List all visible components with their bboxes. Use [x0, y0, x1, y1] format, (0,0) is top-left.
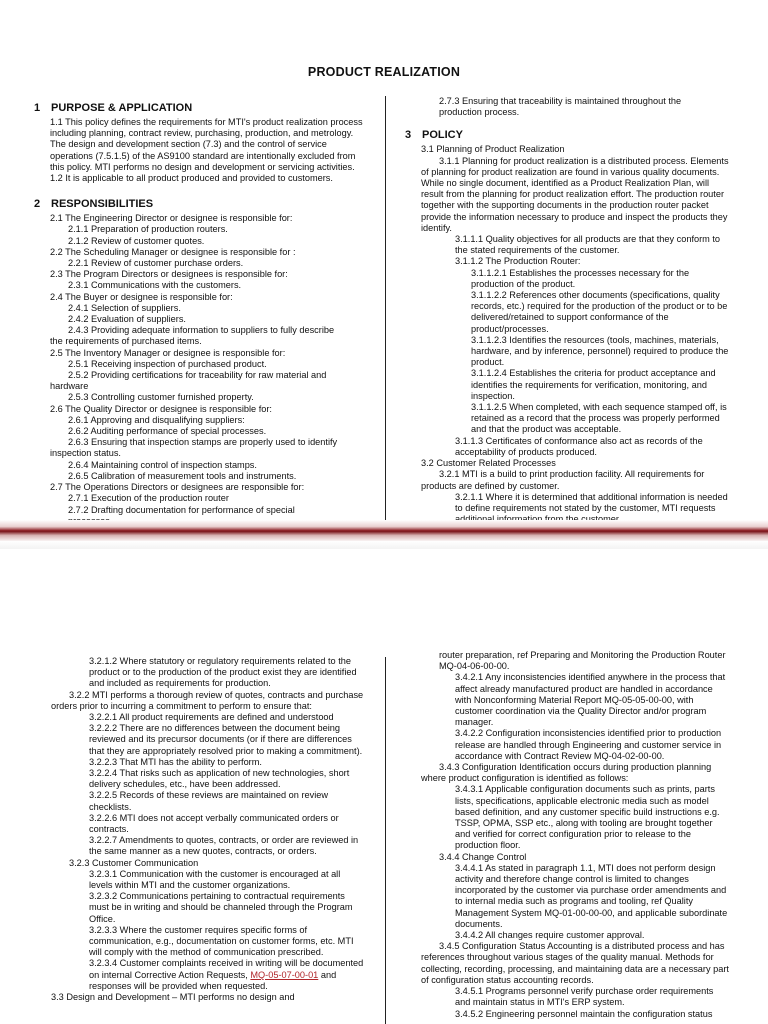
- page-separator-shadow: [0, 541, 768, 549]
- list-item: 2.5 The Inventory Manager or designee is responsible for:: [50, 347, 286, 358]
- paragraph: 3.4.4.2 All changes require customer approval.: [455, 930, 645, 941]
- list-item: 3.4.4 Change Control: [439, 851, 527, 862]
- list-item: 2.1.2 Review of customer quotes.: [68, 235, 205, 246]
- list-item-continued: production process.: [439, 107, 520, 118]
- list-item: 2.7 The Operations Directors or designees are responsible for:: [50, 482, 305, 493]
- paragraph: 3.2.2.5 Records of these reviews are maintained on review checklists.: [89, 790, 329, 812]
- right-column: [405, 650, 730, 1020]
- page-title: PRODUCT REALIZATION: [307, 65, 461, 79]
- paragraph: 3.2.2 MTI performs a thorough review of quotes, contracts and purchase orders prior to incurring a commitment to perform to ensure that:: [51, 689, 364, 711]
- list-item: 2.6 The Quality Director or designee is responsible for:: [50, 403, 272, 414]
- paragraph: 3.1.1.3 Certificates of conformance also act as records of the acceptability of products produced.: [455, 435, 703, 457]
- paragraph: 3.4.5 Configuration Status Accounting is a distributed process and has references throughout various stages of the quality manual. Methods for collecting, recording, processing, and maintaining data are a necessary part of configuration status accounting records.: [421, 941, 729, 985]
- paragraph: 3.2.2.3 That MTI has the ability to perform.: [89, 756, 262, 767]
- list-item: 2.6.1 Approving and disqualifying suppliers:: [68, 414, 245, 425]
- list-item-continued: inspection status.: [50, 448, 121, 459]
- paragraph: [45, 958, 365, 992]
- paragraph: 1.1 This policy defines the requirements for MTI's product realization process including planning, contract review, purchasing, production, and metrology. The design and development section (7.3) and the control of service operations (7.5.1.5) of the AS9100 standard are intentionally excluded from this policy. MTI performs no design and development or servicing activities.: [50, 117, 363, 172]
- list-item: 2.3 The Program Directors or designees is responsible for:: [50, 269, 288, 280]
- paragraph: router preparation, ref Preparing and Monitoring the Production Router MQ-04-06-00-00.: [439, 650, 726, 672]
- list-item: 2.1 The Engineering Director or designee is responsible for:: [50, 213, 293, 224]
- page-separator-band: [0, 520, 768, 542]
- list-item: 3.1 Planning of Product Realization: [421, 144, 565, 155]
- paragraph: 3.2.2.2 There are no differences between the document being reviewed and its precursor documents (or if there are differences that they are appropriately resolved prior to making a commitment).: [89, 723, 363, 756]
- paragraph: 3.4.3 Configuration Identification occurs during production planning where product configuration is identified as follows:: [421, 762, 712, 784]
- section-heading-purpose: [34, 101, 364, 115]
- list-item: 3.2 Customer Related Processes: [421, 458, 556, 469]
- paragraph: 3.2.2.7 Amendments to quotes, contracts, or order are reviewed in the same manner as a new quotes, contracts, or orders.: [89, 835, 359, 857]
- paragraph-text: and responses will be provided when requested.: [89, 969, 337, 991]
- list-item: 2.3.1 Communications with the customers.: [68, 280, 242, 291]
- paragraph: 3.4.3.1 Applicable configuration documents such as prints, parts lists, specifications, applicable electronic media such as model based definition, and any customer specific build instructions e.g. TSSP, OPMA, SSP etc., along with tooling are brought together and verified for correct configuration prior to release to the production floor.: [455, 784, 720, 851]
- list-item: 2.2 The Scheduling Manager or designee is responsible for :: [50, 246, 296, 257]
- list-item: 2.7.2 Drafting documentation for performance of special: [68, 504, 295, 515]
- list-item: 2.2.1 Review of customer purchase orders.: [68, 258, 244, 269]
- list-item-continued: hardware: [50, 381, 89, 392]
- paragraph: 3.1.1.2.1 Establishes the processes necessary for the production of the product.: [471, 267, 690, 289]
- list-item: 2.4 The Buyer or designee is responsible for:: [50, 291, 233, 302]
- paragraph: 3.4.2.2 Configuration inconsistencies identified prior to production release are handled through Engineering and customer service in accordance with Contract Review MQ-04-02-00-00.: [455, 728, 722, 761]
- column-divider: [385, 96, 386, 521]
- paragraph: 3.1.1 Planning for product realization is a distributed process. Elements of planning for product realization are found in various quality documents. While no single document, identified as a Product Realization Plan, will result from the planning for product realization effort. The production router together with the supporting documents in the production router packet provide the information necessary to produce and inspect the products they identify.: [421, 155, 729, 233]
- paragraph: 3.4.2.1 Any inconsistencies identified anywhere in the process that affect already manufactured product are handled in accordance with Nonconforming Material Report MQ-05-05-00-00, with customer coordination via the Quality Director and/or program manager.: [455, 672, 726, 728]
- paragraph: 3.2.3.2 Communications pertaining to contractual requirements must be in writing and should be channeled through the Program Office.: [89, 891, 353, 924]
- document-page-2: [0, 560, 768, 1024]
- paragraph: 3.2.2.6 MTI does not accept verbally communicated orders or contracts.: [89, 812, 339, 835]
- section-number: 2: [34, 198, 41, 211]
- section-number: 3: [405, 129, 412, 142]
- paragraph: 3.2.1.1 Where it is determined that additional information is needed to define requirements not stated by the customer, MTI requests: [455, 491, 728, 513]
- paragraph: 3.2.1 MTI is a build to print production facility. All requirements for products are defined by customer.: [421, 469, 705, 491]
- list-item: 2.6.3 Ensuring that inspection stamps are properly used to identify: [68, 437, 338, 448]
- paragraph: 3.4.4.1 As stated in paragraph 1.1, MTI does not perform design activity and therefore change control is limited to changes incorporated by the customer via purchase order amendments and to internal media such as programs and tooling, ref Quality Management System MQ-01-00-00-00, and applicable subordinate documents.: [455, 862, 728, 929]
- section-heading-policy: [405, 128, 730, 142]
- paragraph: 3.1.1.1 Quality objectives for all products are that they conform to the stated requirements of the customer.: [455, 234, 721, 256]
- paragraph: 3.1.1.2.4 Establishes the criteria for product acceptance and identifies the requirements for verification, monitoring, and inspection.: [471, 368, 716, 401]
- paragraph: 3.1.1.2.3 Identifies the resources (tools, machines, materials, hardware, and by inference, personnel) required to produce the product.: [471, 334, 729, 368]
- list-item: 2.7.1 Execution of the production router: [68, 493, 229, 504]
- section-title: RESPONSIBILITIES: [51, 198, 154, 211]
- paragraph: 3.2.2.1 All product requirements are defined and understood: [89, 712, 334, 723]
- list-item: 3.1.1.2 The Production Router:: [455, 256, 581, 267]
- list-item: 3.3 Design and Development – MTI performs no design and: [51, 992, 295, 1003]
- list-item: 2.4.3 Providing adequate information to suppliers to fully describe: [68, 325, 335, 336]
- paragraph: 3.4.5.2 Engineering personnel maintain the configuration status: [455, 1008, 713, 1019]
- list-item: 2.5.1 Receiving inspection of purchased product.: [68, 358, 267, 369]
- list-item: 3.2.3 Customer Communication: [69, 857, 199, 868]
- paragraph: 3.2.3.3 Where the customer requires specific forms of communication, e.g., documentation on customer forms, etc. MTI will comply with the method of communication prescribed.: [89, 924, 354, 958]
- section-heading-responsibilities: [34, 197, 364, 211]
- section-number: 1: [34, 102, 41, 114]
- left-column: [34, 96, 364, 527]
- section-title: POLICY: [422, 129, 463, 142]
- paragraph: 3.2.3.1 Communication with the customer is encouraged at all levels within MTI and the customer organizations.: [89, 868, 341, 891]
- paragraph: 3.1.1.2.2 References other documents (specifications, quality records, etc.) required for the production of the product or to be delivered/retained to support conformance of the product/processes.: [471, 290, 728, 334]
- list-item: 2.7.3 Ensuring that traceability is maintained throughout the: [439, 96, 682, 106]
- list-item: 2.1.1 Preparation of production routers.: [68, 224, 228, 235]
- list-item: 2.4.1 Selection of suppliers.: [68, 302, 181, 313]
- list-item: 2.5.3 Controlling customer furnished property.: [68, 392, 254, 403]
- list-item: 2.6.5 Calibration of measurement tools and instruments.: [68, 470, 297, 481]
- paragraph: 3.1.1.2.5 When completed, with each sequence stamped off, is retained as a record that the process was properly performed and that the product was acceptable.: [471, 402, 727, 435]
- list-item: 2.6.2 Auditing performance of special processes.: [68, 426, 267, 437]
- paragraph: 1.2 It is applicable to all product produced and provided to customers.: [50, 173, 333, 184]
- list-item: 2.4.2 Evaluation of suppliers.: [68, 314, 186, 325]
- right-column: [405, 96, 730, 525]
- left-column: [45, 656, 365, 1003]
- paragraph: 3.4.5.1 Programs personnel verify purchase order requirements and maintain status in MTI's ERP system.: [455, 986, 714, 1008]
- document-link[interactable]: MQ-05-07-00-01: [250, 969, 319, 980]
- paragraph: 3.2.2.4 That risks such as application of new technologies, short delivery schedules, etc., have been addressed.: [89, 768, 350, 790]
- list-item-continued: the requirements of purchased items.: [50, 336, 202, 347]
- paragraph-text: 3.2.3.4 Customer complaints received in writing will be documented on internal Corrective Action Requests,: [89, 958, 364, 980]
- list-item: 2.5.2 Providing certifications for traceability for raw material and: [68, 370, 327, 381]
- list-item: 2.6.4 Maintaining control of inspection stamps.: [68, 459, 257, 470]
- paragraph: 3.2.1.2 Where statutory or regulatory requirements related to the product or to the production of the product exist they are identified and included as requirements for production.: [89, 656, 357, 689]
- section-title: PURPOSE & APPLICATION: [51, 102, 193, 114]
- column-divider: [385, 657, 386, 1024]
